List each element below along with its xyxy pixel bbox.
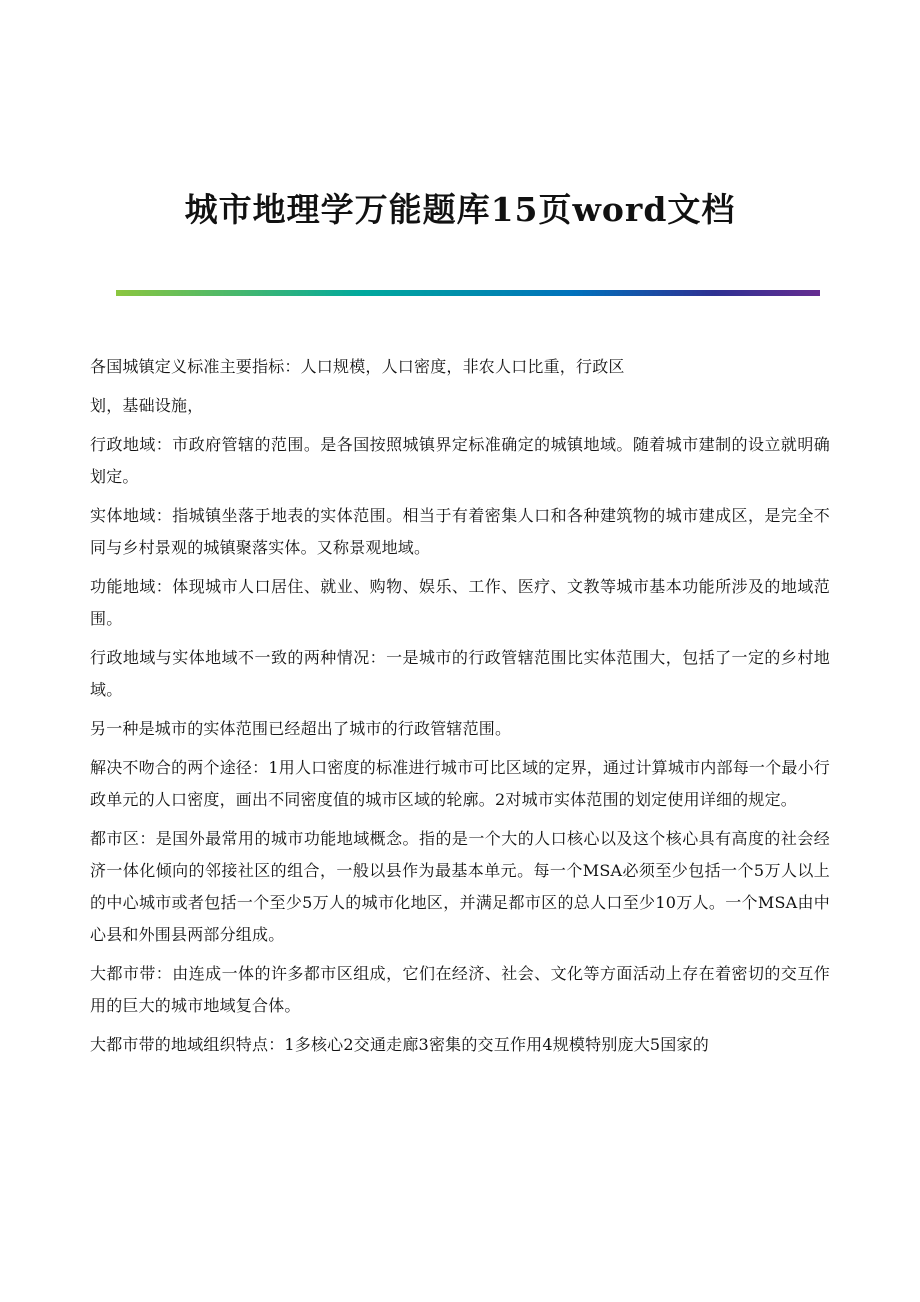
paragraph-5: 功能地域：体现城市人口居住、就业、购物、娱乐、工作、医疗、文教等城市基本功能所涉及的地域范围。 [90, 577, 830, 628]
paragraph-11: 大都市带的地域组织特点：1多核心2交通走廊3密集的交互作用4规模特别庞大5国家的 [90, 1035, 709, 1054]
paragraph-9: 都市区：是国外最常用的城市功能地域概念。指的是一个大的人口核心以及这个核心具有高度的社会经济一体化倾向的邻接社区的组合，一般以县作为最基本单元。每一个MSA必须至少包括一个5万人以上的中心城市或者包括一个至少5万人的城市化地区，并满足都市区的总人口至少10万人。一个MSA由中心县和外围县两部分组成。 [90, 829, 830, 944]
page-title: 城市地理学万能题库15页word文档 [184, 190, 736, 229]
paragraph-7: 另一种是城市的实体范围已经超出了城市的行政管辖范围。 [90, 719, 512, 738]
title-divider [116, 290, 820, 296]
paragraph-6: 行政地域与实体地域不一致的两种情况：一是城市的行政管辖范围比实体范围大，包括了一定的乡村地域。 [90, 648, 830, 699]
paragraph-4: 实体地域：指城镇坐落于地表的实体范围。相当于有着密集人口和各种建筑物的城市建成区，是完全不同与乡村景观的城镇聚落实体。又称景观地域。 [90, 506, 830, 557]
paragraph-2: 划，基础设施， [90, 396, 204, 415]
paragraph-8: 解决不吻合的两个途径：1用人口密度的标准进行城市可比区域的定界，通过计算城市内部每一个最小行政单元的人口密度，画出不同密度值的城市区域的轮廓。2对城市实体范围的划定使用详细的规定。 [90, 758, 830, 809]
paragraph-3: 行政地域：市政府管辖的范围。是各国按照城镇界定标准确定的城镇地域。随着城市建制的设立就明确划定。 [90, 435, 830, 486]
paragraph-1: 各国城镇定义标准主要指标：人口规模，人口密度，非农人口比重，行政区 [90, 357, 625, 376]
paragraph-10: 大都市带：由连成一体的许多都市区组成，它们在经济、社会、文化等方面活动上存在着密切的交互作用的巨大的城市地域复合体。 [90, 964, 830, 1015]
document-body [90, 351, 830, 1068]
